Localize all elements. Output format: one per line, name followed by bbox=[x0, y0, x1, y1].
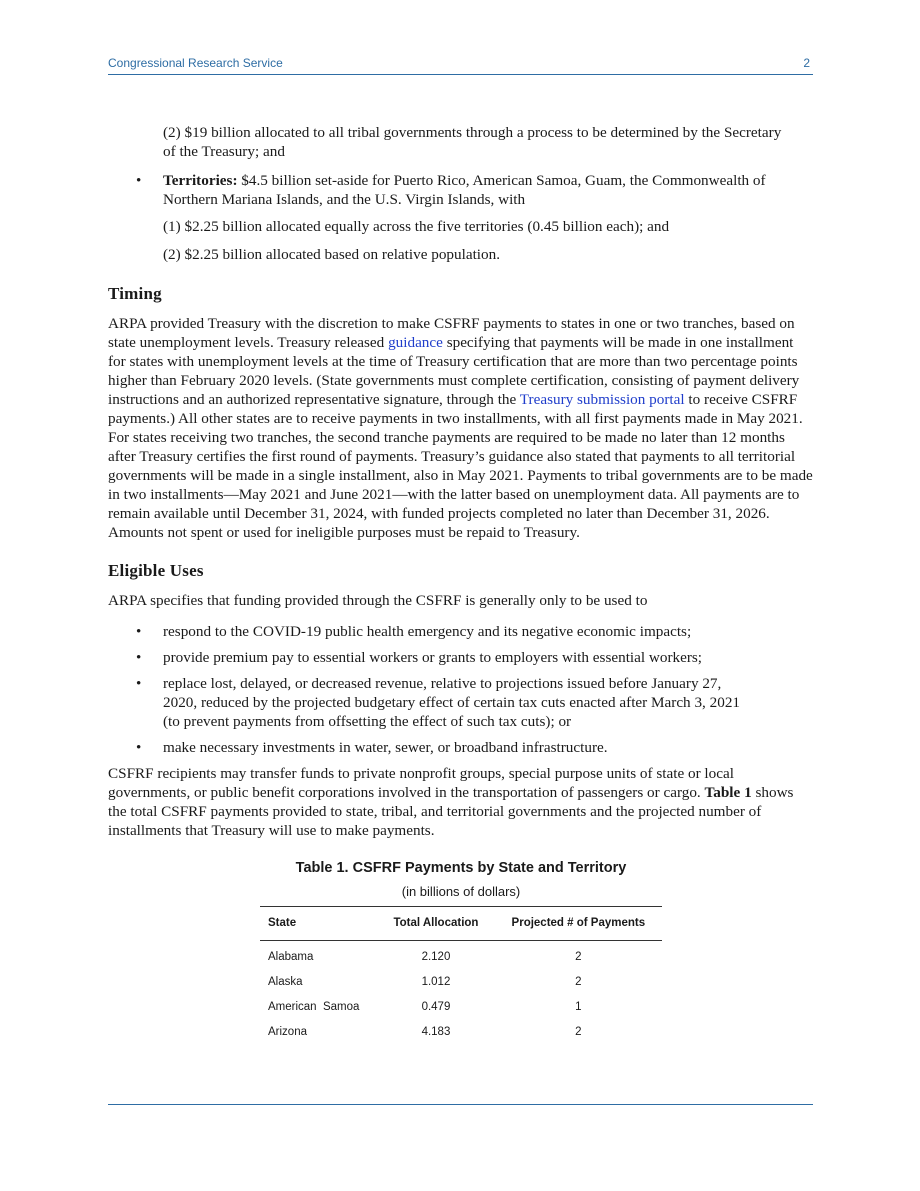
eligible-uses-heading: Eligible Uses bbox=[108, 561, 204, 580]
tribal-allocation-item-2: (2) $19 billion allocated to all tribal governments through a process to be determined by the Secretary of the Treasury; and bbox=[163, 124, 782, 160]
allocation-cell: 4.183 bbox=[421, 1026, 451, 1038]
column-header-projected-payments: Projected # of Payments bbox=[495, 907, 662, 941]
transfer-paragraph bbox=[108, 764, 813, 840]
payments-table-block bbox=[260, 859, 662, 1045]
transfer-text-2: shows the total CSFRF payments provided to state, tribal, and territorial governments and the projected number of installments that Treasury will use to make payments. bbox=[108, 784, 794, 839]
list-item bbox=[108, 674, 813, 731]
document-body bbox=[108, 120, 813, 1045]
state-cell: American Samoa bbox=[268, 1001, 360, 1013]
bullet-icon: • bbox=[136, 675, 142, 692]
eligible-uses-list bbox=[108, 622, 813, 757]
timing-text-2: specifying that payments will be made in one installment for states with unemployment levels at the time of Treasury certification that are more than two percentage points higher than February 2020 levels. (State governments must complete certification, consisting of payment delivery instructions and an authorized representative signature, through the bbox=[108, 334, 800, 408]
guidance-link[interactable]: guidance bbox=[388, 334, 443, 351]
page-header bbox=[108, 56, 813, 75]
allocation-cell: 0.479 bbox=[421, 1001, 451, 1013]
allocation-cell: 1.012 bbox=[421, 976, 451, 988]
timing-text-1: ARPA provided Treasury with the discretion to make CSFRF payments to states in one or two tranches, based on state unemployment levels. Treasury released bbox=[108, 315, 795, 351]
state-cell: Alaska bbox=[268, 976, 303, 988]
territories-bullet bbox=[108, 171, 813, 209]
bullet-icon: • bbox=[136, 172, 142, 189]
table-header-row bbox=[260, 907, 662, 941]
table-subtitle: (in billions of dollars) bbox=[401, 884, 521, 899]
table-row bbox=[260, 941, 662, 971]
list-item-text: replace lost, delayed, or decreased revenue, relative to projections issued before January 27, 2020, reduced by the projected budgetary effect of certain tax cuts enacted after March 3, 2021 (to prevent payments from offsetting the effect of such tax cuts); or bbox=[163, 675, 741, 730]
bullet-icon: • bbox=[136, 739, 142, 756]
bullet-icon: • bbox=[136, 623, 142, 640]
list-item bbox=[108, 622, 813, 641]
allocation-cell: 2.120 bbox=[421, 951, 451, 963]
table-row bbox=[260, 995, 662, 1020]
list-item bbox=[108, 738, 813, 757]
list-item-text: respond to the COVID-19 public health emergency and its negative economic impacts; bbox=[163, 623, 692, 640]
table-row bbox=[260, 1020, 662, 1045]
state-cell: Alabama bbox=[268, 951, 314, 963]
timing-heading: Timing bbox=[108, 284, 162, 303]
timing-text-3: to receive CSFRF payments.) All other states are to receive payments in two installments, with all first payments made in May 2021. For states receiving two tranches, the second tranche payments are required to be made no later than 12 months after Treasury certifies the first round of payments. Treasury’s guidance also stated that payments to all territorial governments will be made in a single installment, also in May 2021. Payments to tribal governments are to be made in two installments—May 2021 and June 2021—with the latter based on unemployment data. All payments are to remain available until December 31, 2024, with funded projects completed no later than December 31, 2026. Amounts not spent or used for ineligible purposes must be repaid to Treasury. bbox=[108, 391, 813, 541]
territories-item-2: (2) $2.25 billion allocated based on relative population. bbox=[163, 246, 500, 263]
table-reference: Table 1 bbox=[704, 784, 752, 801]
column-header-state: State bbox=[260, 907, 377, 941]
publisher-name: Congressional Research Service bbox=[108, 56, 283, 70]
transfer-text-1: CSFRF recipients may transfer funds to private nonprofit groups, special purpose units of state or local governments, or public benefit corporations involved in the transportation of passengers or cargo. bbox=[108, 765, 734, 801]
footer-divider bbox=[108, 1104, 813, 1105]
state-cell: Arizona bbox=[268, 1026, 307, 1038]
table-row bbox=[260, 970, 662, 995]
payments-cell: 1 bbox=[575, 1001, 582, 1013]
list-item-text: provide premium pay to essential workers or grants to employers with essential workers; bbox=[163, 649, 703, 666]
timing-paragraph bbox=[108, 314, 813, 542]
column-header-total-allocation: Total Allocation bbox=[377, 907, 494, 941]
bullet-icon: • bbox=[136, 649, 142, 666]
territories-item-1: (1) $2.25 billion allocated equally across the five territories (0.45 billion each); and bbox=[163, 218, 670, 235]
page-number: 2 bbox=[803, 56, 810, 70]
list-item-text: make necessary investments in water, sewer, or broadband infrastructure. bbox=[163, 739, 608, 756]
payments-table bbox=[260, 906, 662, 1045]
list-item bbox=[108, 648, 813, 667]
eligible-uses-intro: ARPA specifies that funding provided through the CSFRF is generally only to be used to bbox=[108, 592, 648, 609]
territories-label: Territories: bbox=[163, 172, 238, 189]
payments-cell: 2 bbox=[575, 1026, 582, 1038]
payments-cell: 2 bbox=[575, 951, 582, 963]
payments-cell: 2 bbox=[575, 976, 582, 988]
table-title: Table 1. CSFRF Payments by State and Territory bbox=[295, 860, 627, 876]
territories-text: $4.5 billion set-aside for Puerto Rico, American Samoa, Guam, the Commonwealth of Northern Mariana Islands, and the U.S. Virgin Islands, with bbox=[163, 172, 766, 208]
treasury-portal-link[interactable]: Treasury submission portal bbox=[519, 391, 685, 408]
